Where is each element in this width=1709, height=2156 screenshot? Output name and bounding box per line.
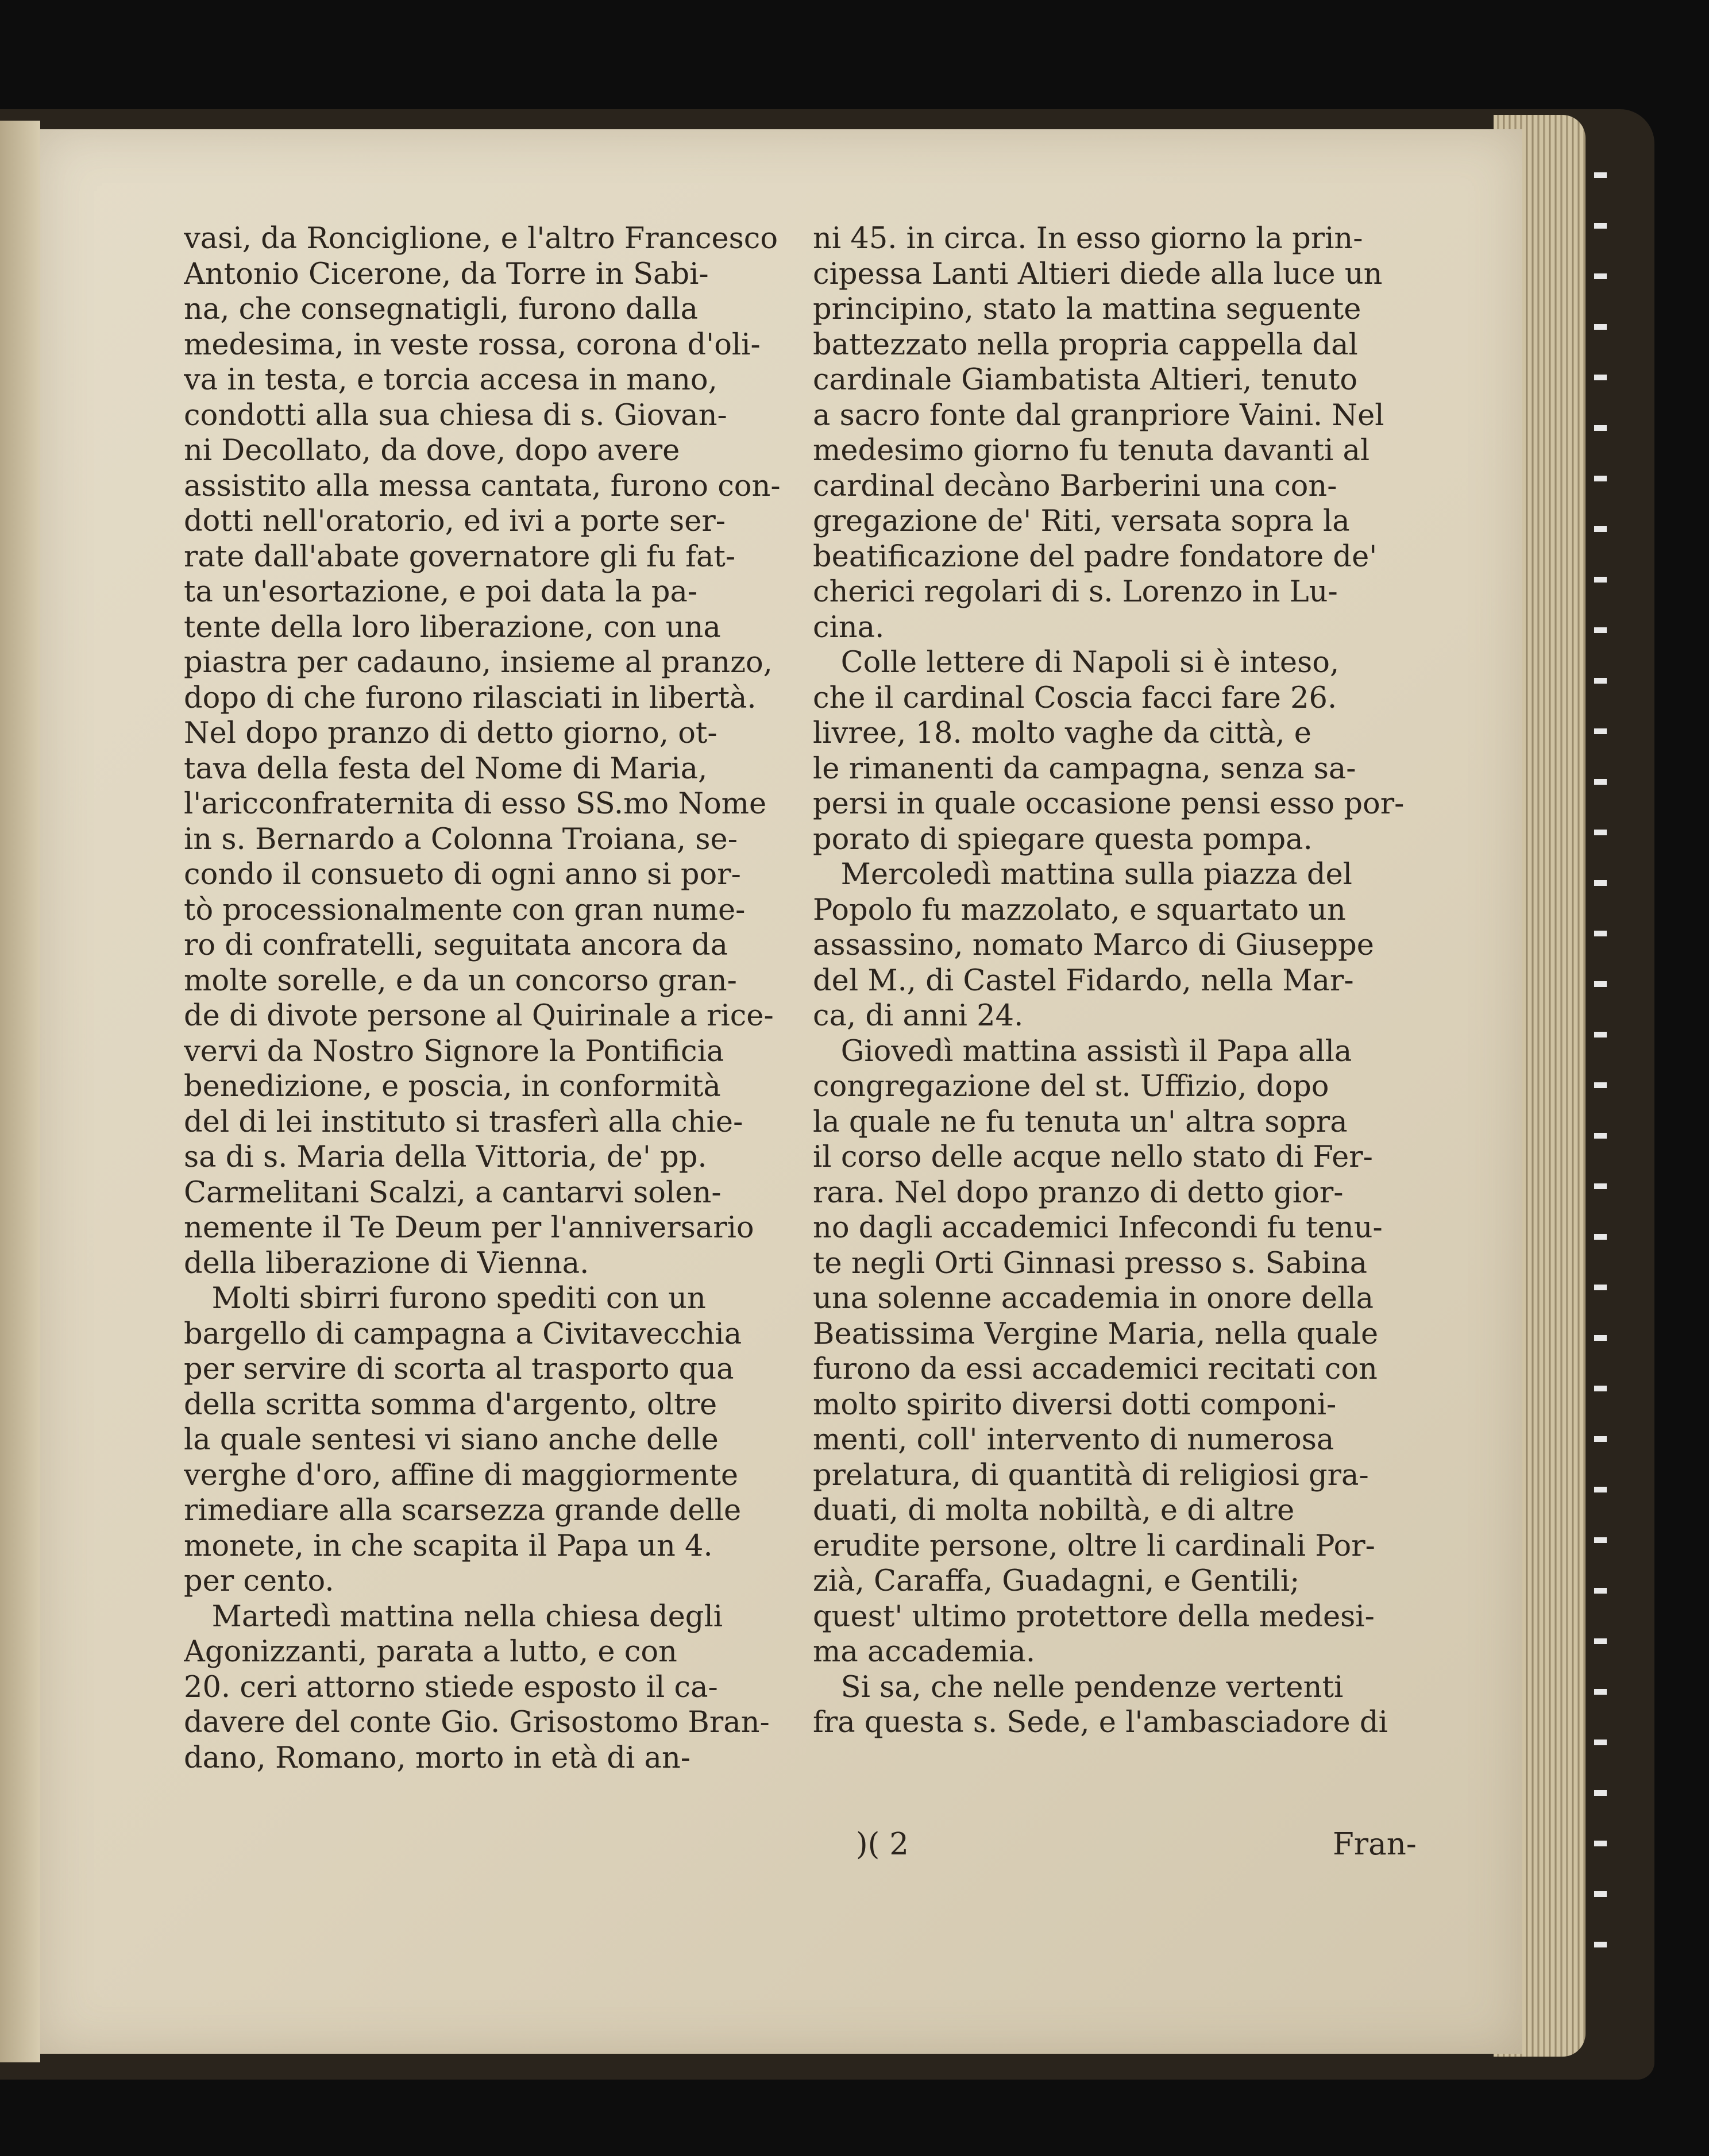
text-line: a sacro fonte dal granpriore Vaini. Nel [813,398,1384,433]
text-line: principino, stato la mattina seguente [813,292,1361,326]
text-line: na, che consegnatigli, furono dalla [184,292,698,326]
text-line: persi in quale occasione pensi esso por- [813,787,1405,821]
text-line: il corso delle acque nello stato di Fer- [813,1140,1373,1174]
text-line: molto spirito diversi dotti componi- [813,1387,1337,1422]
text-line: prelatura, di quantità di religiosi gra- [813,1458,1369,1492]
text-line: davere del conte Gio. Grisostomo Bran- [184,1706,770,1740]
text-line: assistito alla messa cantata, furono con- [184,469,781,503]
text-line: duati, di molta nobiltà, e di altre [813,1494,1295,1528]
text-line: Antonio Cicerone, da Torre in Sabi- [184,257,709,291]
text-line: no dagli accademici Infecondi fu tenu- [813,1211,1383,1245]
text-line: della liberazione di Vienna. [184,1246,589,1281]
text-line: livree, 18. molto vaghe da città, e [813,716,1311,750]
text-line: cipessa Lanti Altieri diede alla luce un [813,257,1383,291]
right-text-column [813,221,1405,1741]
text-line: tava della festa del Nome di Maria, [184,751,708,786]
text-line: condo il consueto di ogni anno si por- [184,858,741,892]
text-line: verghe d'oro, affine di maggiormente [184,1458,739,1492]
text-line: ta un'esortazione, e poi data la pa- [184,575,698,609]
text-line: nemente il Te Deum per l'anniversario [184,1211,754,1245]
text-line: ni Decollato, da dove, dopo avere [184,434,680,468]
text-line: te negli Orti Ginnasi presso s. Sabina [813,1246,1368,1281]
text-line: cardinal decàno Barberini una con- [813,469,1337,503]
text-line: Agonizzanti, parata a lutto, e con [184,1635,677,1669]
text-line: le rimanenti da campagna, senza sa- [813,751,1356,786]
text-line: dano, Romano, morto in età di an- [184,1741,691,1775]
text-line: Mercoledì mattina sulla piazza del [813,858,1352,892]
text-line: quest' ultimo protettore della medesi- [813,1599,1375,1634]
text-line: Nel dopo pranzo di detto giorno, ot- [184,716,717,750]
text-line: che il cardinal Coscia facci fare 26. [813,681,1337,715]
text-line: assassino, nomato Marco di Giuseppe [813,928,1374,962]
text-line: della scritta somma d'argento, oltre [184,1387,717,1422]
text-line: per cento. [184,1564,334,1598]
text-line: Martedì mattina nella chiesa degli [184,1599,723,1634]
text-line: ma accademia. [813,1635,1036,1669]
text-line: Molti sbirri furono spediti con un [184,1282,706,1316]
facing-page-edge [0,121,40,2062]
text-line: cina. [813,610,885,645]
text-line: menti, coll' intervento di numerosa [813,1423,1334,1457]
text-line: del di lei instituto si trasferì alla chie- [184,1105,743,1139]
text-line: congregazione del st. Uffizio, dopo [813,1070,1329,1104]
text-line: dotti nell'oratorio, ed ivi a porte ser- [184,504,726,538]
text-line: la quale ne fu tenuta un' altra sopra [813,1105,1348,1139]
text-line: fra questa s. Sede, e l'ambasciadore di [813,1706,1388,1740]
text-line: vervi da Nostro Signore la Pontificia [184,1034,724,1069]
left-text-column [184,221,787,1776]
text-line: rate dall'abate governatore gli fu fat- [184,539,736,574]
scale-ruler [1594,172,1607,2039]
text-line: battezzato nella propria cappella dal [813,327,1358,362]
text-line: Beatissima Vergine Maria, nella quale [813,1317,1379,1351]
text-line: sa di s. Maria della Vittoria, de' pp. [184,1140,707,1174]
text-line: medesima, in veste rossa, corona d'oli- [184,327,761,362]
text-line: l'aricconfraternita di esso SS.mo Nome [184,787,767,821]
text-line: per servire di scorta al trasporto qua [184,1352,734,1386]
text-line: dopo di che furono rilasciati in libertà. [184,681,757,715]
text-line: del M., di Castel Fidardo, nella Mar- [813,963,1354,998]
text-line: rimediare alla scarsezza grande delle [184,1494,742,1528]
catchword: Fran- [1333,1827,1417,1862]
text-line: benedizione, e poscia, in conformità [184,1070,721,1104]
text-line: cardinale Giambatista Altieri, tenuto [813,363,1358,397]
text-line: medesimo giorno fu tenuta davanti al [813,434,1370,468]
text-line: la quale sentesi vi siano anche delle [184,1423,719,1457]
text-line: 20. ceri attorno stiede esposto il ca- [184,1670,718,1704]
text-line: porato di spiegare questa pompa. [813,822,1313,857]
text-line: Carmelitani Scalzi, a cantarvi solen- [184,1175,722,1210]
text-line: in s. Bernardo a Colonna Troiana, se- [184,822,738,857]
text-line: Colle lettere di Napoli si è inteso, [813,646,1340,680]
text-line: piastra per cadauno, insieme al pranzo, [184,646,773,680]
text-line: condotti alla sua chiesa di s. Giovan- [184,398,727,433]
text-line: ca, di anni 24. [813,999,1024,1033]
signature-mark: )( 2 [856,1827,909,1862]
text-line: va in testa, e torcia accesa in mano, [184,363,717,397]
text-line: rara. Nel dopo pranzo di detto gior- [813,1175,1344,1210]
text-line: gregazione de' Riti, versata sopra la [813,504,1350,538]
text-line: molte sorelle, e da un concorso gran- [184,963,737,998]
text-line: zià, Caraffa, Guadagni, e Gentili; [813,1564,1300,1598]
text-line: erudite persone, oltre li cardinali Por- [813,1529,1375,1563]
text-line: cherici regolari di s. Lorenzo in Lu- [813,575,1338,609]
text-line: beatificazione del padre fondatore de' [813,539,1378,574]
text-line: vasi, da Ronciglione, e l'altro Francesco [184,222,778,256]
text-line: de di divote persone al Quirinale a rice- [184,999,774,1033]
text-line: monete, in che scapita il Papa un 4. [184,1529,713,1563]
text-line: tente della loro liberazione, con una [184,610,721,645]
text-line: tò processionalmente con gran nume- [184,893,746,927]
text-line: ni 45. in circa. In esso giorno la prin- [813,222,1363,256]
text-line: una solenne accademia in onore della [813,1282,1374,1316]
text-line: furono da essi accademici recitati con [813,1352,1378,1386]
text-line: Giovedì mattina assistì il Papa alla [813,1034,1352,1069]
text-line: ro di confratelli, seguitata ancora da [184,928,728,962]
text-line: Si sa, che nelle pendenze vertenti [813,1670,1344,1704]
text-line: Popolo fu mazzolato, e squartato un [813,893,1346,927]
text-line: bargello di campagna a Civitavecchia [184,1317,742,1351]
